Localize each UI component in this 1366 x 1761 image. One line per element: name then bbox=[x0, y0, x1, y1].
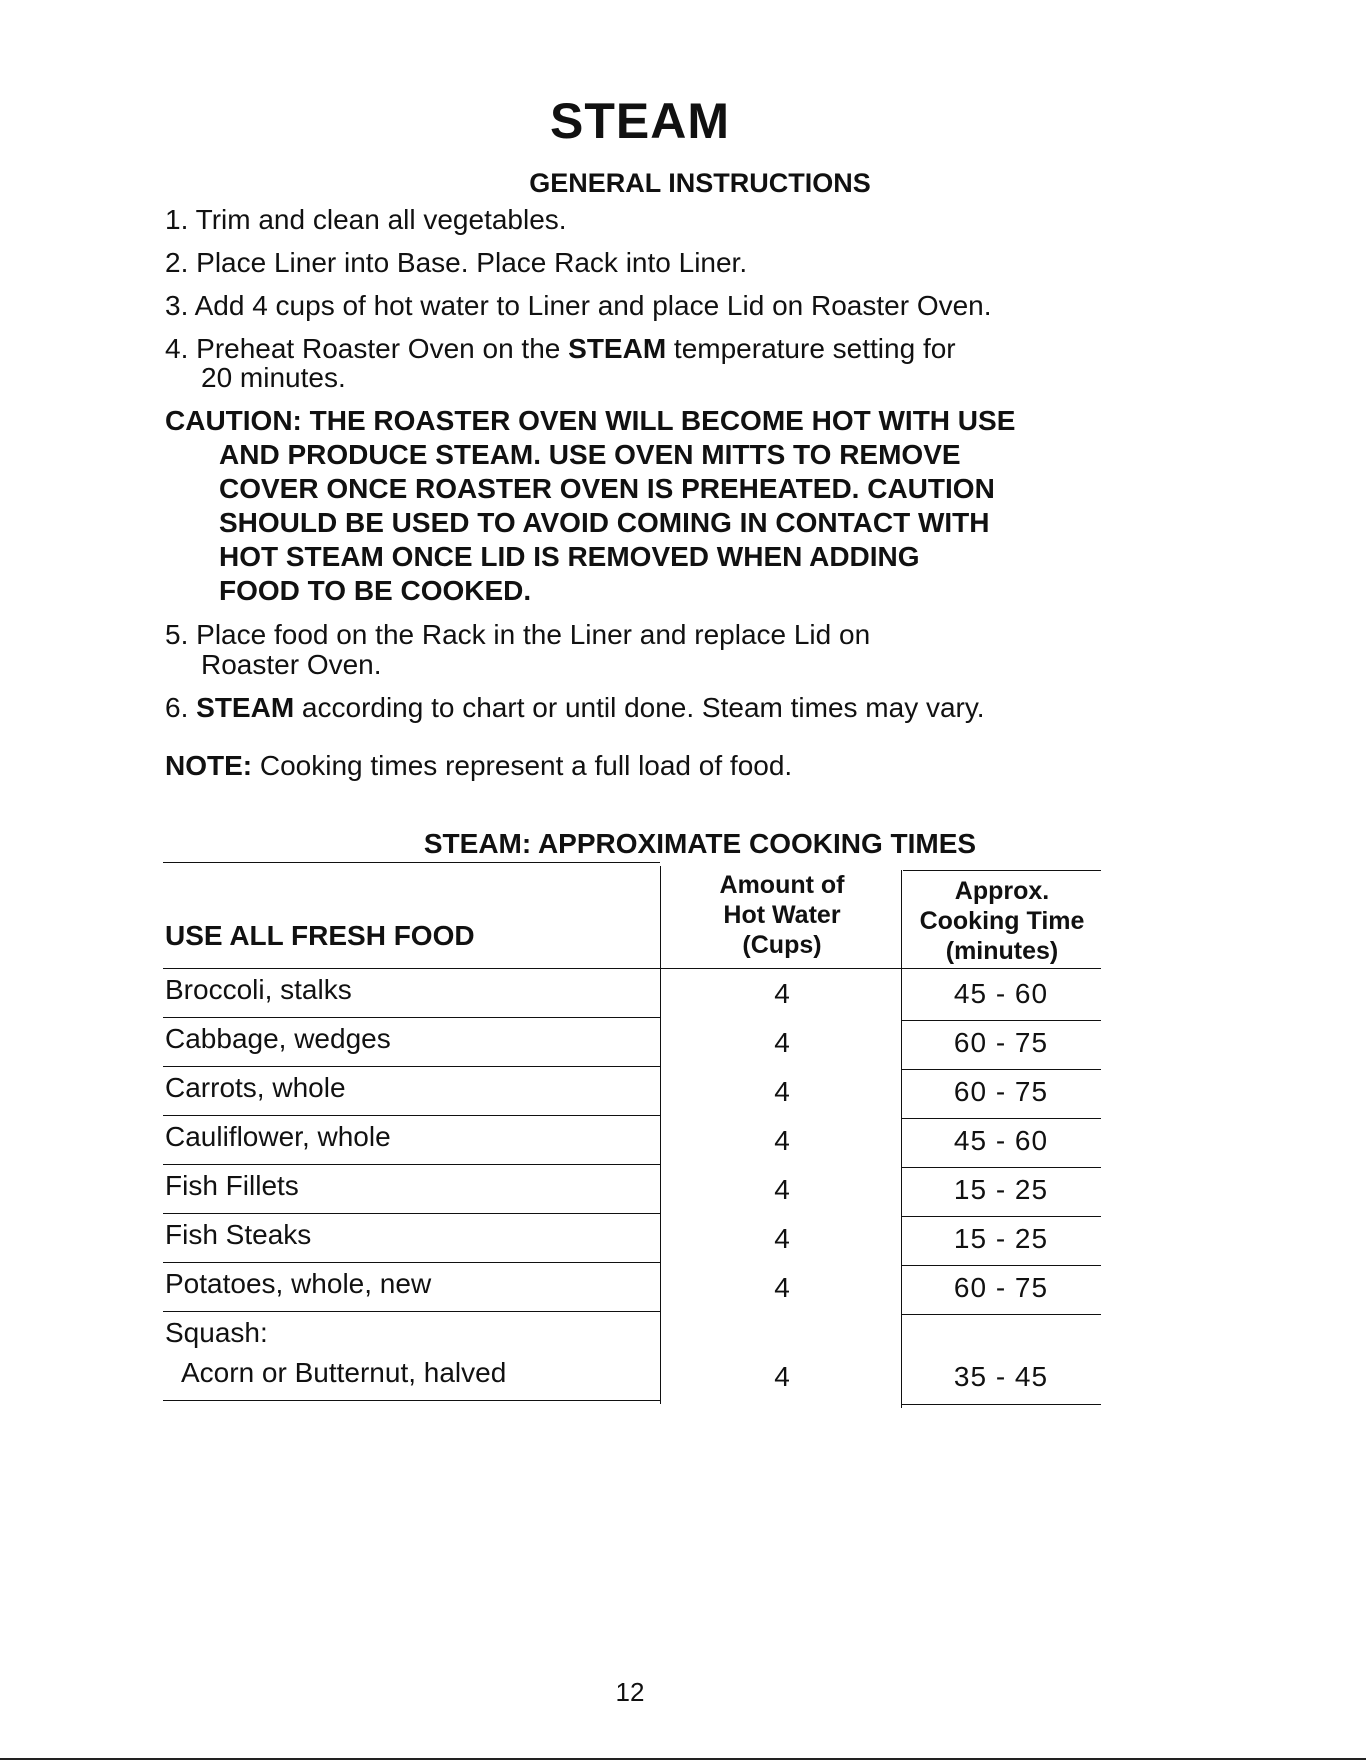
table-column-rule bbox=[901, 870, 902, 1408]
table-rule bbox=[163, 862, 660, 863]
time-cell: 60 - 75 bbox=[953, 1272, 1049, 1303]
food-cell: Fish Fillets bbox=[165, 1170, 299, 1201]
step-text: Add 4 cups of hot water to Liner and place Lid on Roaster Oven. bbox=[194, 290, 992, 321]
water-cell: 4 bbox=[774, 1361, 790, 1392]
step-2 bbox=[165, 245, 747, 281]
step-text: Place food on the Rack in the Liner and replace Lid on bbox=[196, 619, 871, 650]
step-4-continuation: 20 minutes. bbox=[201, 362, 346, 393]
table-title: STEAM: APPROXIMATE COOKING TIMES bbox=[423, 828, 977, 859]
table-rule bbox=[901, 1020, 1101, 1021]
table-rule bbox=[163, 968, 1101, 969]
step-text: temperature setting for bbox=[666, 333, 956, 364]
header-line: (minutes) bbox=[945, 937, 1059, 965]
caution-line: AND PRODUCE STEAM. USE OVEN MITTS TO REMOVE bbox=[219, 439, 961, 470]
table-rule bbox=[903, 870, 1101, 871]
food-cell: Broccoli, stalks bbox=[165, 974, 352, 1005]
table-rule bbox=[901, 1265, 1101, 1266]
time-cell: 45 - 60 bbox=[953, 978, 1049, 1009]
water-cell: 4 bbox=[774, 1125, 790, 1156]
time-cell: 15 - 25 bbox=[953, 1174, 1049, 1205]
page-number: 12 bbox=[615, 1677, 645, 1707]
caution-block bbox=[165, 404, 1125, 608]
step-text: Preheat Roaster Oven on the bbox=[196, 333, 569, 364]
table-rule bbox=[163, 1400, 660, 1401]
food-cell: Carrots, whole bbox=[165, 1072, 346, 1103]
table-rule bbox=[163, 1213, 660, 1214]
table-rule bbox=[901, 1069, 1101, 1070]
table-rule bbox=[901, 1118, 1101, 1119]
note-label: NOTE: bbox=[165, 750, 253, 781]
water-cell: 4 bbox=[774, 1174, 790, 1205]
table-rule bbox=[901, 1216, 1101, 1217]
column-header-time bbox=[903, 876, 1101, 966]
step-number: 3. bbox=[165, 290, 189, 321]
step-text: according to chart or until done. Steam times may vary. bbox=[294, 692, 985, 723]
step-number: 1. bbox=[165, 204, 189, 235]
water-cell: 4 bbox=[774, 1027, 790, 1058]
page-edge-rule bbox=[0, 1758, 1366, 1760]
column-header-food: USE ALL FRESH FOOD bbox=[165, 920, 475, 951]
header-line: Approx. bbox=[954, 877, 1050, 905]
table-rule bbox=[163, 1115, 660, 1116]
table-rule bbox=[901, 1314, 1101, 1315]
food-cell: Potatoes, whole, new bbox=[165, 1268, 432, 1299]
water-cell: 4 bbox=[774, 1272, 790, 1303]
water-cell: 4 bbox=[774, 1076, 790, 1107]
table-rule bbox=[163, 1311, 660, 1312]
page-title: STEAM bbox=[550, 93, 730, 149]
header-line: (Cups) bbox=[742, 931, 822, 959]
step-6 bbox=[165, 690, 985, 726]
table-rule bbox=[163, 1262, 660, 1263]
food-cell: Cauliflower, whole bbox=[165, 1121, 391, 1152]
time-cell: 35 - 45 bbox=[953, 1361, 1049, 1392]
step-keyword: STEAM bbox=[196, 692, 295, 723]
time-cell: 15 - 25 bbox=[953, 1223, 1049, 1254]
table-rule bbox=[163, 1164, 660, 1165]
step-number: 2. bbox=[165, 247, 189, 278]
step-1 bbox=[165, 202, 567, 238]
food-cell: Squash: bbox=[165, 1317, 268, 1348]
step-text: Trim and clean all vegetables. bbox=[195, 204, 567, 235]
table-rule bbox=[163, 1066, 660, 1067]
caution-line: COVER ONCE ROASTER OVEN IS PREHEATED. CAUTION bbox=[219, 473, 995, 504]
step-keyword: STEAM bbox=[568, 333, 667, 364]
note-text: Cooking times represent a full load of food. bbox=[252, 750, 793, 781]
table-column-rule bbox=[660, 866, 661, 1404]
time-cell: 60 - 75 bbox=[953, 1027, 1049, 1058]
step-5-continuation: Roaster Oven. bbox=[201, 649, 382, 680]
food-cell: Fish Steaks bbox=[165, 1219, 312, 1250]
caution-line: CAUTION: THE ROASTER OVEN WILL BECOME HOT WITH USE bbox=[165, 405, 1016, 436]
time-cell: 60 - 75 bbox=[953, 1076, 1049, 1107]
caution-line: HOT STEAM ONCE LID IS REMOVED WHEN ADDING bbox=[219, 541, 920, 572]
water-cell: 4 bbox=[774, 978, 790, 1009]
step-number: 4. bbox=[165, 333, 189, 364]
header-line: Cooking Time bbox=[919, 907, 1085, 935]
food-subcell: Acorn or Butternut, halved bbox=[181, 1357, 507, 1388]
column-header-water bbox=[663, 870, 901, 960]
table-rule bbox=[901, 1404, 1101, 1405]
step-number: 5. bbox=[165, 619, 189, 650]
header-line: Hot Water bbox=[723, 901, 841, 929]
table-rule bbox=[901, 1167, 1101, 1168]
time-cell: 45 - 60 bbox=[953, 1125, 1049, 1156]
header-line: Amount of bbox=[719, 871, 845, 899]
note bbox=[165, 750, 792, 782]
caution-line: FOOD TO BE COOKED. bbox=[219, 575, 532, 606]
food-cell: Cabbage, wedges bbox=[165, 1023, 391, 1054]
caution-line: SHOULD BE USED TO AVOID COMING IN CONTACT WITH bbox=[219, 507, 990, 538]
step-3 bbox=[165, 288, 992, 324]
table-rule bbox=[163, 1017, 660, 1018]
step-number: 6. bbox=[165, 692, 189, 723]
water-cell: 4 bbox=[774, 1223, 790, 1254]
step-text: Place Liner into Base. Place Rack into Liner. bbox=[196, 247, 748, 278]
section-subtitle: GENERAL INSTRUCTIONS bbox=[529, 168, 871, 198]
